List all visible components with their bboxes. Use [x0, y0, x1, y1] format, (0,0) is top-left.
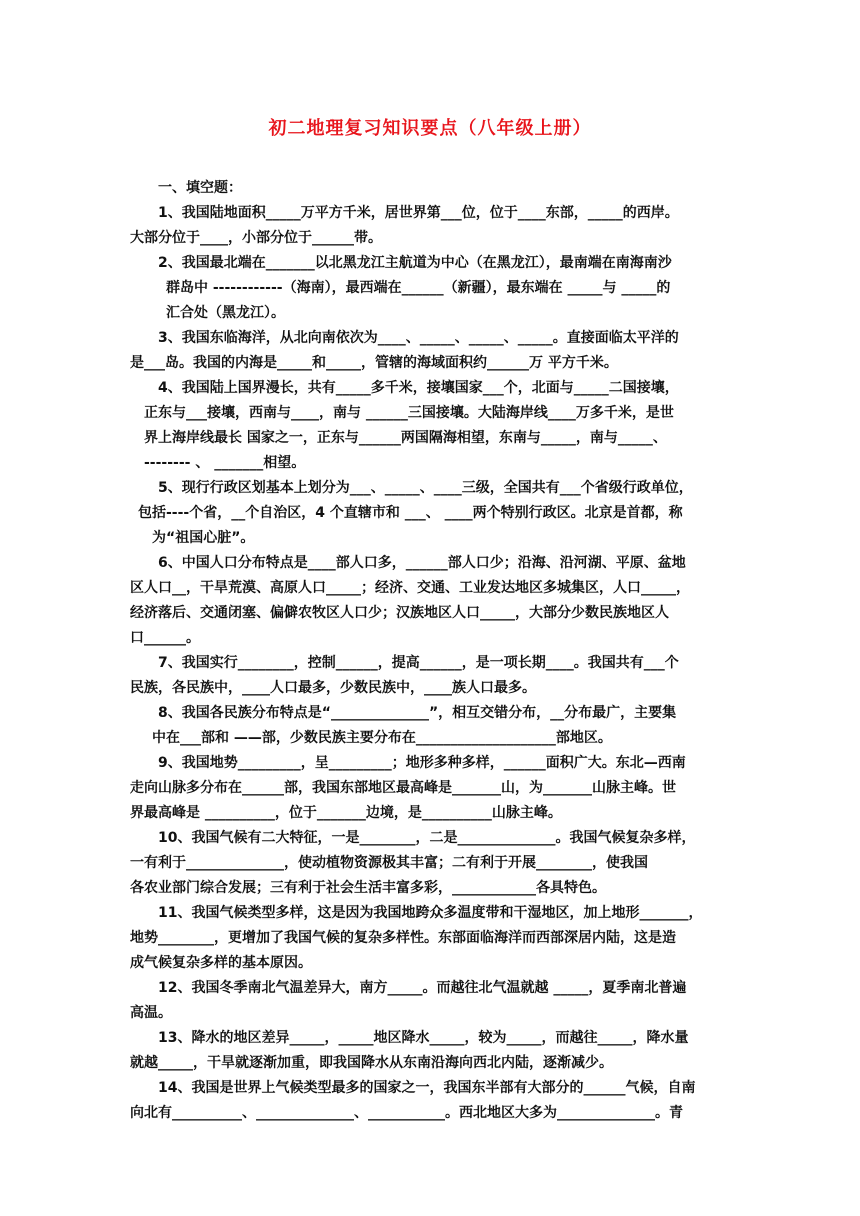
text-line: 8、我国各民族分布特点是“______________”，相互交错分布，__分布最广，主要集: [158, 705, 677, 721]
text-line: 12、我国冬季南北气温差异大，南方_____。而越往北气温就越 _____，夏季南北普遍: [158, 980, 687, 996]
text-line: 中在___部和 ——部，少数民族主要分布在____________________部地区。: [152, 730, 612, 746]
text-line: 2、我国最北端在_______以北黑龙江主航道为中心（在黑龙江），最南端在南海南沙: [158, 255, 672, 271]
text-line: 5、现行行政区划基本上划分为___、_____、____三级，全国共有___个省级行政单位，: [158, 480, 693, 496]
text-line: 民族，各民族中，____人口最多，少数民族中，____族人口最多。: [130, 680, 536, 696]
text-line: 13、降水的地区差异_____，_____地区降水_____，较为_____，而越往_____，降水量: [158, 1030, 689, 1046]
text-line: 群岛中 ------------（海南），最西端在______（新疆），最东端在 _____与 _____的: [166, 280, 671, 296]
text-line: 走向山脉多分布在______部，我国东部地区最高峰是_______山，为_______山脉主峰。世: [130, 780, 676, 796]
text-line: 区人口__，干旱荒漠、高原人口_____；经济、交通、工业发达地区多城集区，人口_____，: [130, 580, 690, 596]
text-line: 各农业部门综合发展；三有利于社会生活丰富多彩，____________各具特色。: [130, 880, 606, 896]
text-line: 向北有__________、______________、___________。西北地区大多为______________。青: [130, 1105, 683, 1121]
text-line: 口______。: [130, 630, 200, 646]
text-line: 10、我国气候有二大特征，一是________，二是______________。我国气候复杂多样，: [158, 830, 696, 846]
text-line: 9、我国地势_________，呈_________；地形多种多样，______面积广大。东北—西南: [158, 755, 686, 771]
text-line: 经济落后、交通闭塞、偏僻农牧区人口少；汉族地区人口_____，大部分少数民族地区人: [130, 605, 669, 621]
text-line: 高温。: [130, 1005, 172, 1021]
text-line: 成气候复杂多样的基本原因。: [130, 955, 312, 971]
document-title: 初二地理复习知识要点（八年级上册）: [268, 118, 592, 139]
text-line: 就越_____，干旱就逐渐加重，即我国降水从东南沿海向西北内陆，逐渐减少。: [130, 1055, 613, 1071]
text-line: 3、我国东临海洋，从北向南依次为____、_____、_____、_____。直接面临太平洋的: [158, 330, 679, 346]
text-line: 界最高峰是 __________，位于_______边境，是__________山脉主峰。: [130, 805, 562, 821]
document-body: [130, 176, 730, 1126]
text-line: -------- 、 _______相望。: [144, 455, 306, 471]
section-heading: 一、填空题：: [158, 180, 242, 196]
text-line: 6、中国人口分布特点是____部人口多，______部人口少；沿海、沿河湖、平原、盆地: [158, 555, 686, 571]
text-line: 包括----个省，__个自治区，4 个直辖市和 ___、 ____两个特别行政区。北京是首都，称: [138, 505, 683, 521]
text-line: 4、我国陆上国界漫长，共有_____多千米，接壤国家___个，北面与_____二国接壤，: [158, 380, 679, 396]
text-line: 界上海岸线最长 国家之一，正东与______两国隔海相望，东南与_____，南与_____、: [144, 430, 667, 446]
text-line: 地势________，更增加了我国气候的复杂多样性。东部面临海洋而西部深居内陆，这是造: [130, 930, 676, 946]
text-line: 是___岛。我国的内海是_____和_____，管辖的海域面积约______万 平方千米。: [130, 355, 618, 371]
text-line: 14、我国是世界上气候类型最多的国家之一，我国东半部有大部分的______气候，自南: [158, 1080, 696, 1096]
text-line: 1、我国陆地面积_____万平方千米，居世界第___位，位于____东部，_____的西岸。: [158, 205, 679, 221]
text-line: 正东与___接壤，西南与____，南与 ______三国接壤。大陆海岸线____万多千米，是世: [144, 405, 674, 421]
text-line: 大部分位于____，小部分位于______带。: [130, 230, 382, 246]
text-line: 7、我国实行________，控制______，提高______，是一项长期____。我国共有___个: [158, 655, 679, 671]
text-line: 11、我国气候类型多样，这是因为我国地跨众多温度带和干湿地区，加上地形_______，: [158, 905, 703, 921]
text-line: 为“祖国心脏”。: [152, 530, 255, 546]
text-line: 一有利于______________，使动植物资源极其丰富；二有利于开展________，使我国: [130, 855, 648, 871]
text-line: 汇合处（黑龙江）。: [166, 305, 285, 321]
